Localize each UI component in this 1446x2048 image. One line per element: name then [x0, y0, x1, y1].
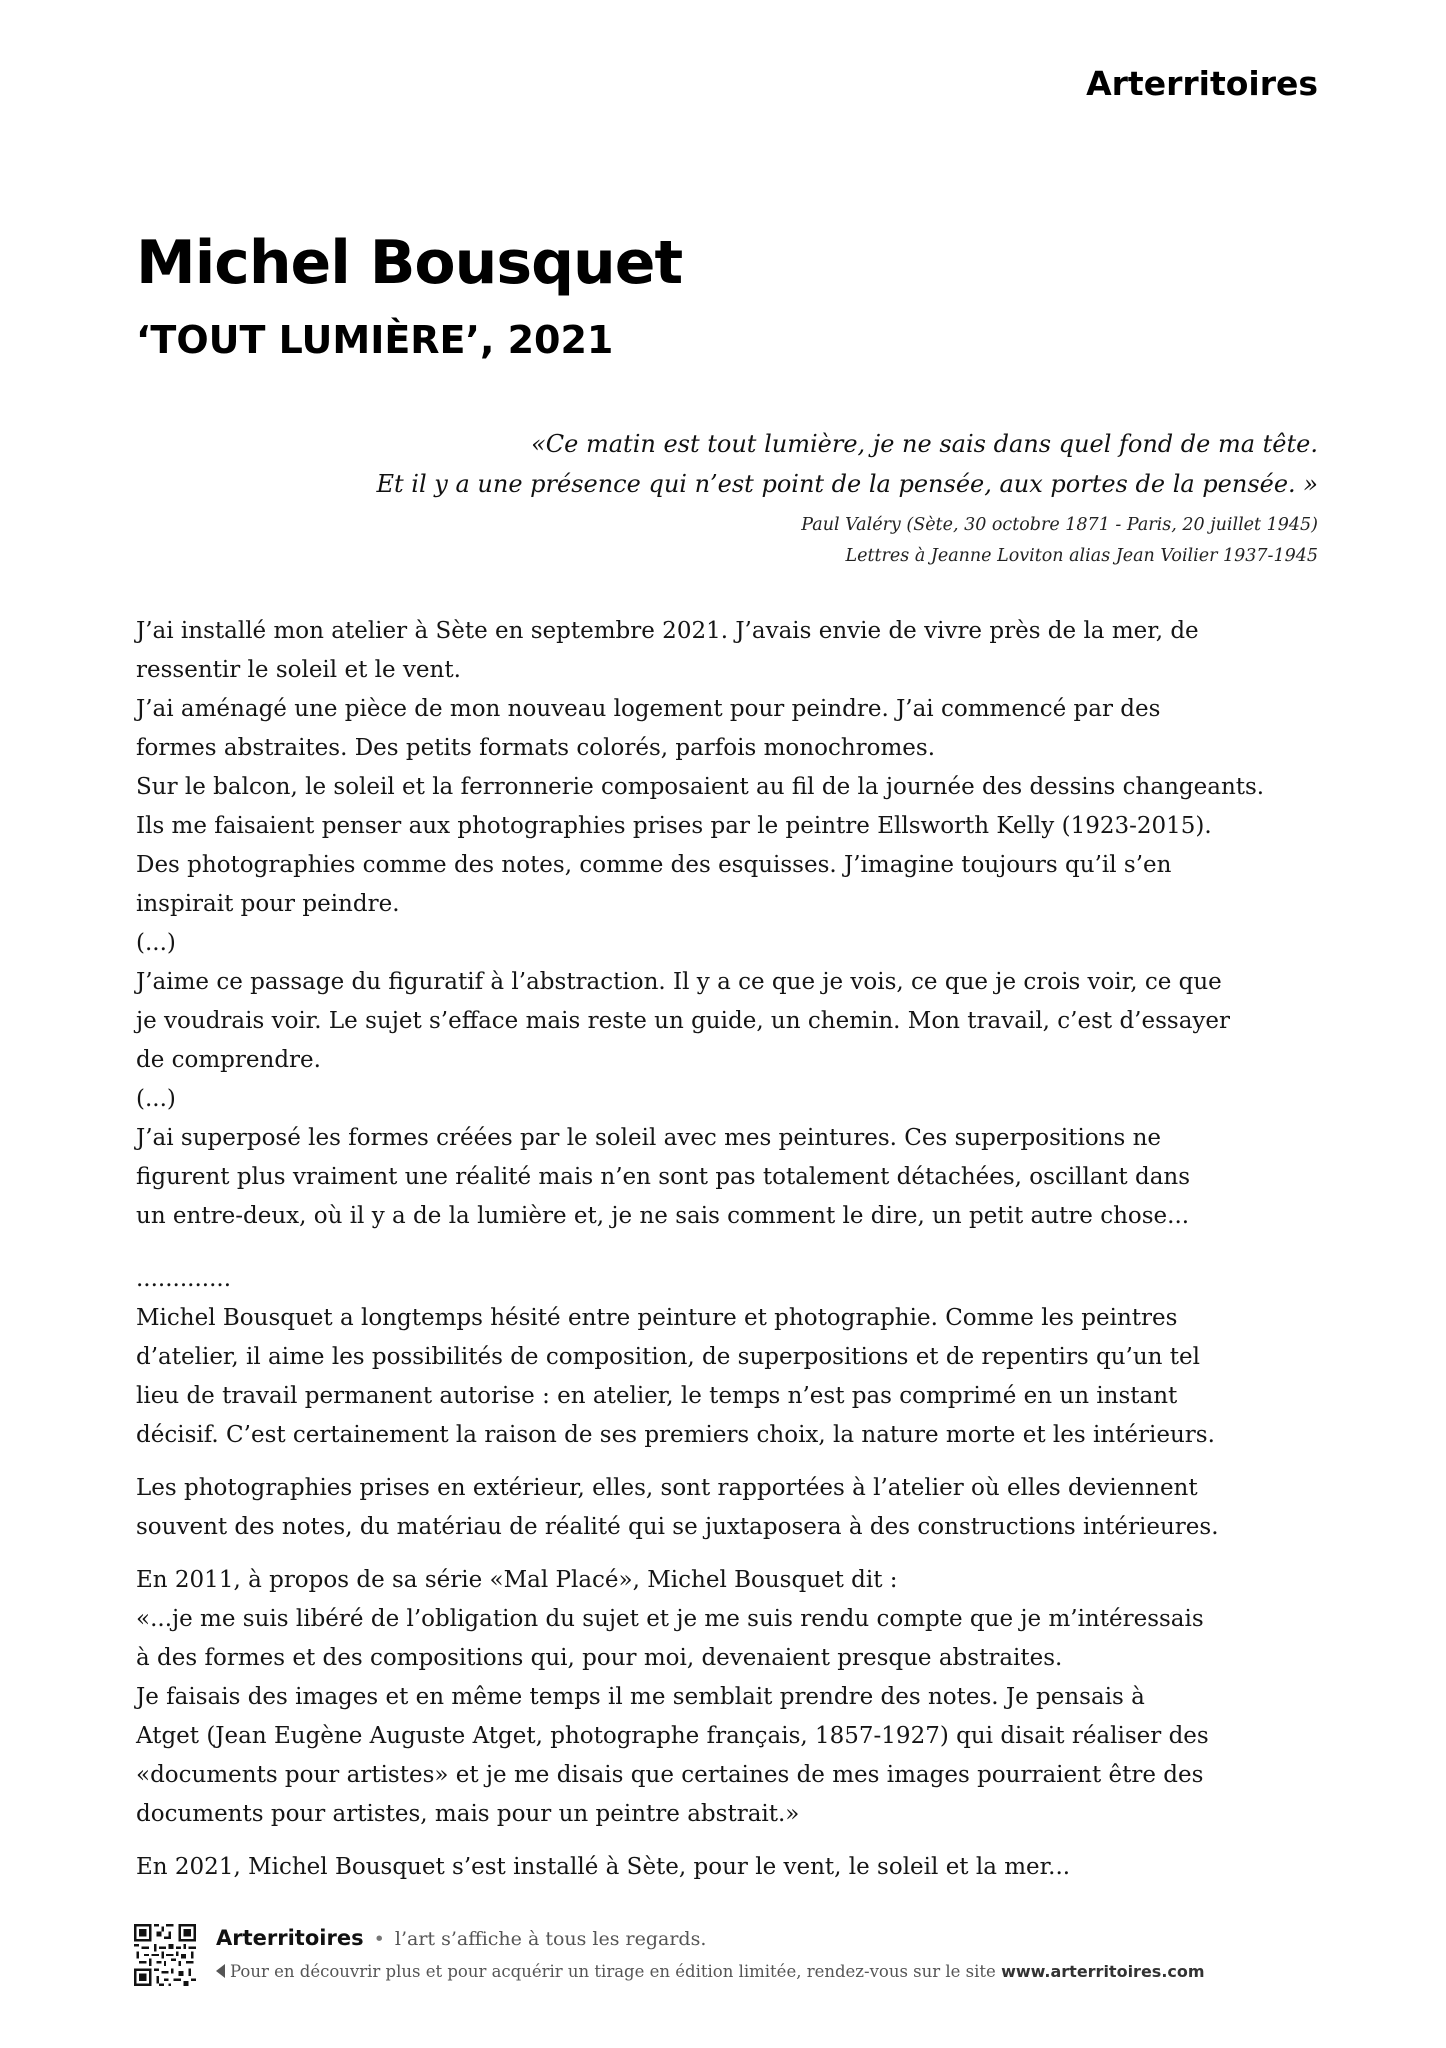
- footer-bullet: •: [373, 1928, 385, 1950]
- qr-code-icon[interactable]: [134, 1924, 196, 1986]
- text-line: Sur le balcon, le soleil et la ferronnerie composaient au fil de la journée des dessins changeants.: [136, 774, 1265, 800]
- bio-paragraph: [136, 1848, 1316, 1887]
- footer-cta-line: [216, 1962, 1205, 1981]
- text-line: (...): [136, 1086, 176, 1112]
- text-line: souvent des notes, du matériau de réalité qui se juxtaposera à des constructions intérieures.: [136, 1514, 1219, 1540]
- caret-left-icon: [216, 1964, 225, 1978]
- footer-tagline-line: [216, 1926, 706, 1950]
- page-title: Michel Bousquet: [136, 228, 683, 298]
- text-line: «documents pour artistes» et je me disais que certaines de mes images pourraient être des: [136, 1762, 1204, 1788]
- bio-paragraph: [136, 1469, 1316, 1547]
- text-line: Michel Bousquet a longtemps hésité entre peinture et photographie. Comme les peintres: [136, 1305, 1178, 1331]
- text-line: En 2011, à propos de sa série «Mal Placé», Michel Bousquet dit :: [136, 1567, 898, 1593]
- text-line: figurent plus vraiment une réalité mais n’en sont pas totalement détachées, oscillant dans: [136, 1164, 1191, 1190]
- attribution-line: Paul Valéry (Sète, 30 octobre 1871 - Paris, 20 juillet 1945): [801, 515, 1318, 535]
- text-line: «...je me suis libéré de l’obligation du sujet et je me suis rendu compte que je m’intéressais: [136, 1606, 1204, 1632]
- text-line: J’aime ce passage du figuratif à l’abstraction. Il y a ce que je vois, ce que je crois voir, ce que: [136, 969, 1222, 995]
- text-line: En 2021, Michel Bousquet s’est installé à Sète, pour le vent, le soleil et la mer...: [136, 1854, 1071, 1880]
- bio-paragraph: [136, 1561, 1316, 1834]
- header-brand: Arterritoires: [1086, 64, 1318, 103]
- footer: [134, 1924, 1319, 1990]
- text-line: lieu de travail permanent autorise : en atelier, le temps n’est pas comprimé en un instant: [136, 1383, 1178, 1409]
- text-line: J’ai superposé les formes créées par le soleil avec mes peintures. Ces superpositions ne: [136, 1125, 1162, 1151]
- text-line: Je faisais des images et en même temps il me semblait prendre des notes. Je pensais à: [136, 1684, 1145, 1710]
- footer-cta: Pour en découvrir plus et pour acquérir un tirage en édition limitée, rendez-vous sur le site: [230, 1962, 996, 1981]
- text-line: Ils me faisaient penser aux photographies prises par le peintre Ellsworth Kelly (1923-2015).: [136, 813, 1212, 839]
- text-line: à des formes et des compositions qui, pour moi, devenaient presque abstraites.: [136, 1645, 1063, 1671]
- attribution-line: Lettres à Jeanne Loviton alias Jean Voilier 1937-1945: [845, 546, 1318, 566]
- artist-statement: [136, 612, 1316, 1236]
- body-text: [136, 612, 1316, 1887]
- text-line: formes abstraites. Des petits formats colorés, parfois monochromes.: [136, 735, 936, 761]
- text-line: Atget (Jean Eugène Auguste Atget, photographe français, 1857-1927) qui disait réaliser des: [136, 1723, 1209, 1749]
- text-line: décisif. C’est certainement la raison de ses premiers choix, la nature morte et les intérieurs.: [136, 1422, 1215, 1448]
- epigraph-quote: [218, 424, 1318, 504]
- text-line: J’ai aménagé une pièce de mon nouveau logement pour peindre. J’ai commencé par des: [136, 696, 1161, 722]
- bio-paragraph: [136, 1299, 1316, 1455]
- text-line: ressentir le soleil et le vent.: [136, 657, 461, 683]
- text-line: Des photographies comme des notes, comme des esquisses. J’imagine toujours qu’il s’en: [136, 852, 1172, 878]
- text-line: inspirait pour peindre.: [136, 891, 400, 917]
- footer-brand: Arterritoires: [216, 1926, 364, 1950]
- section-separator: .............: [136, 1266, 232, 1292]
- text-line: J’ai installé mon atelier à Sète en septembre 2021. J’avais envie de vivre près de la mer, de: [136, 618, 1199, 644]
- artwork-subtitle: ‘TOUT LUMIÈRE’, 2021: [136, 318, 614, 362]
- text-line: Les photographies prises en extérieur, elles, sont rapportées à l’atelier où elles deviennent: [136, 1475, 1198, 1501]
- quote-attribution: [418, 510, 1318, 572]
- text-line: un entre-deux, où il y a de la lumière et, je ne sais comment le dire, un petit autre chose...: [136, 1203, 1190, 1229]
- quote-line: Et il y a une présence qui n’est point de la pensée, aux portes de la pensée. »: [376, 470, 1318, 498]
- footer-tagline: l’art s’affiche à tous les regards.: [394, 1928, 707, 1950]
- quote-line: «Ce matin est tout lumière, je ne sais dans quel fond de ma tête.: [531, 430, 1318, 458]
- text-line: documents pour artistes, mais pour un peintre abstrait.»: [136, 1801, 800, 1827]
- text-line: je voudrais voir. Le sujet s’efface mais reste un guide, un chemin. Mon travail, c’est d’essayer: [136, 1008, 1231, 1034]
- website-link[interactable]: www.arterritoires.com: [1001, 1962, 1205, 1981]
- text-line: (...): [136, 930, 176, 956]
- text-line: d’atelier, il aime les possibilités de composition, de superpositions et de repentirs qu’un tel: [136, 1344, 1200, 1370]
- text-line: de comprendre.: [136, 1047, 321, 1073]
